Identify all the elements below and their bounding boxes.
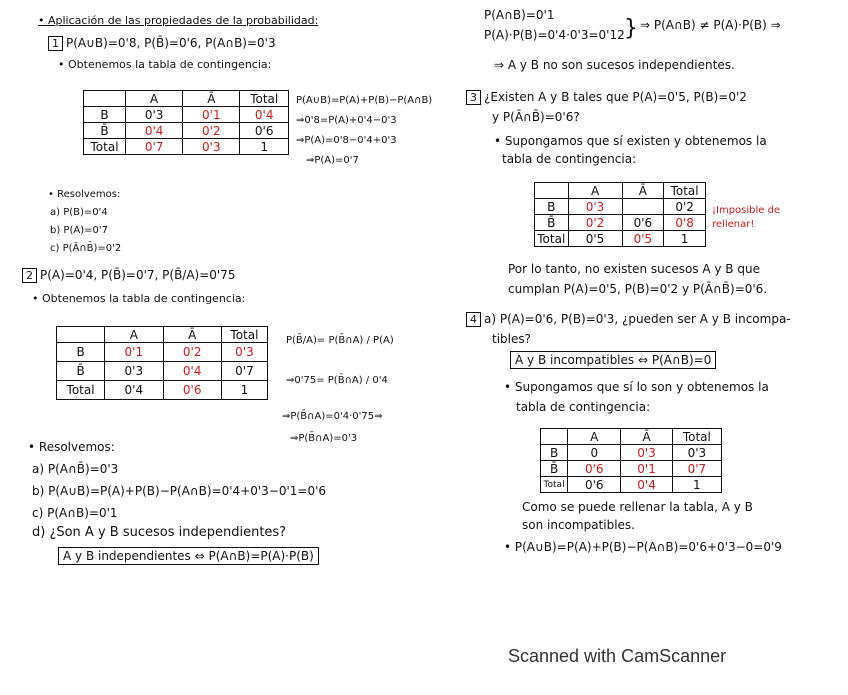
table-cell: A <box>105 327 163 343</box>
table-cell: Ā <box>622 183 664 199</box>
p1-note-1: P(A∪B)=P(A)+P(B)−P(A∩B) <box>296 95 433 106</box>
table-cell <box>541 429 568 445</box>
problem-3-question <box>466 90 747 105</box>
problem-2-obtain: • Obtenemos la tabla de contingencia: <box>32 292 246 305</box>
p1-note-2: ⇒0'8=P(A)+0'4−0'3 <box>296 115 397 126</box>
table-cell: 0'6 <box>568 477 621 493</box>
table-cell: Ā <box>183 91 240 107</box>
contingency-table-4 <box>540 428 722 493</box>
table-cell: B̄ <box>84 123 126 139</box>
table-cell: Total <box>221 327 267 343</box>
problem-4-number: 4 <box>466 312 481 327</box>
table-cell <box>84 91 126 107</box>
table-cell: Total <box>84 139 126 155</box>
problem-2-number: 2 <box>22 268 37 283</box>
problem-4-final: • P(A∪B)=P(A)+P(B)−P(A∩B)=0'6+0'3−0=0'9 <box>504 540 782 554</box>
table-row <box>84 107 289 123</box>
table-cell: B <box>541 445 568 461</box>
table-row <box>57 327 268 343</box>
p1-note-3: ⇒P(A)=0'8−0'4+0'3 <box>296 135 397 146</box>
table-cell: B̄ <box>541 461 568 477</box>
p1-answer-c: c) P(Ā∩B̄)=0'2 <box>50 243 122 254</box>
table-row <box>84 139 289 155</box>
problem-4-suppose-2: tabla de contingencia: <box>516 400 651 414</box>
problem-4-suppose: • Supongamos que sí lo son y obtenemos la <box>504 380 769 394</box>
table-cell: 0'3 <box>621 445 672 461</box>
independence-definition-box: A y B independientes ⇔ P(A∩B)=P(A)·P(B) <box>58 547 319 565</box>
table-cell: 0'5 <box>568 231 622 247</box>
table-cell: 0'7 <box>221 362 267 381</box>
table-cell: 0'2 <box>664 199 706 215</box>
table-cell: 0'3 <box>672 445 721 461</box>
table-row <box>84 91 289 107</box>
table-cell: 0'6 <box>622 215 664 231</box>
p2-note-1: P(B̄/A)= P(B̄∩A) / P(A) <box>286 335 394 346</box>
table-cell: 0'1 <box>105 343 163 362</box>
problem-3-suppose-2: tabla de contingencia: <box>502 152 637 166</box>
table-cell: Total <box>240 91 289 107</box>
brace-icon: } <box>624 16 638 41</box>
table-cell: 0'4 <box>126 123 183 139</box>
problem-3-result-2: cumplan P(A)=0'5, P(B)=0'2 y P(Ā∩B̄)=0'6. <box>508 282 768 296</box>
p2-answer-c: c) P(A∩B)=0'1 <box>32 506 118 520</box>
table-cell: 1 <box>240 139 289 155</box>
table-row <box>541 445 722 461</box>
top-result: ⇒ P(A∩B) ≠ P(A)·P(B) ⇒ <box>640 18 781 32</box>
table-cell: B <box>57 343 105 362</box>
table-cell: B <box>535 199 569 215</box>
table-cell: 0'4 <box>105 381 163 400</box>
table-cell: B <box>84 107 126 123</box>
table-cell: 0'1 <box>621 461 672 477</box>
problem-2-given-text: P(A)=0'4, P(B̄)=0'7, P(B̄/A)=0'75 <box>40 268 236 282</box>
table-cell: 1 <box>221 381 267 400</box>
table-cell: Total <box>672 429 721 445</box>
table-row <box>57 381 268 400</box>
top-line-1: P(A∩B)=0'1 <box>484 8 555 22</box>
table-row <box>84 123 289 139</box>
table-cell: 0'2 <box>183 123 240 139</box>
table-cell <box>622 199 664 215</box>
table-row <box>57 362 268 381</box>
table-row <box>535 215 706 231</box>
table-cell: 0'4 <box>621 477 672 493</box>
table-cell: 0'8 <box>664 215 706 231</box>
table-cell: Total <box>57 381 105 400</box>
table-cell: A <box>568 429 621 445</box>
problem-1-number: 1 <box>48 36 63 51</box>
table-row <box>57 343 268 362</box>
problem-3-result: Por lo tanto, no existen sucesos A y B que <box>508 262 760 276</box>
table-cell: 0'3 <box>105 362 163 381</box>
table-cell <box>535 183 569 199</box>
table-row <box>541 429 722 445</box>
p2-answer-a: a) P(A∩B̄)=0'3 <box>32 462 119 476</box>
p2-note-2: ⇒0'75= P(B̄∩A) / 0'4 <box>286 375 388 386</box>
problem-3-number: 3 <box>466 90 481 105</box>
contingency-table-2 <box>56 326 268 400</box>
table-cell: Total <box>535 231 569 247</box>
contingency-table-3 <box>534 182 706 247</box>
table-cell: 0'3 <box>183 139 240 155</box>
p2-note-3: ⇒P(B̄∩A)=0'4·0'75⇒ <box>282 411 383 422</box>
incompatibility-definition-box: A y B incompatibles ⇔ P(A∩B)=0 <box>510 351 716 369</box>
table-row <box>535 231 706 247</box>
table-row <box>541 477 722 493</box>
problem-3-question-text: ¿Existen A y B tales que P(A)=0'5, P(B)=0'2 <box>484 90 747 104</box>
p2-answer-d: d) ¿Son A y B sucesos independientes? <box>32 525 287 540</box>
table-cell: 0'4 <box>163 362 221 381</box>
p1-answer-a: a) P(B)=0'4 <box>50 207 108 218</box>
table-row <box>541 461 722 477</box>
table-cell: A <box>126 91 183 107</box>
problem-4-question <box>466 312 791 327</box>
top-conclusion: ⇒ A y B no son sucesos independientes. <box>494 58 735 72</box>
table-row <box>535 199 706 215</box>
table-cell: 0'3 <box>126 107 183 123</box>
p1-resolve: • Resolvemos: <box>48 189 121 200</box>
table-cell: Ā <box>621 429 672 445</box>
table-cell: 0'6 <box>568 461 621 477</box>
problem-4-result: Como se puede rellenar la tabla, A y B <box>522 500 753 514</box>
table-cell: 0'7 <box>672 461 721 477</box>
p2-answer-b: b) P(A∪B)=P(A)+P(B)−P(A∩B)=0'4+0'3−0'1=0'6 <box>32 484 327 498</box>
table-cell: 0'2 <box>163 343 221 362</box>
problem-3-question-2: y P(Ā∩B̄)=0'6? <box>492 110 580 124</box>
table-cell: B̄ <box>535 215 569 231</box>
table-cell: 0'3 <box>221 343 267 362</box>
table-cell: 0'3 <box>568 199 622 215</box>
table-cell: B̄ <box>57 362 105 381</box>
problem-4-question-text: a) P(A)=0'6, P(B)=0'3, ¿pueden ser A y B incompa- <box>484 312 791 326</box>
table-cell: 0'2 <box>568 215 622 231</box>
contingency-table-1 <box>83 90 289 155</box>
table-cell: 0 <box>568 445 621 461</box>
p1-note-4: ⇒P(A)=0'7 <box>306 155 359 166</box>
impossible-note: ¡Imposible de rellenar! <box>712 205 781 230</box>
problem-4-question-2: tibles? <box>492 332 531 346</box>
table-cell: Total <box>664 183 706 199</box>
problem-3-suppose: • Supongamos que sí existen y obtenemos la <box>494 134 767 148</box>
table-cell: 0'6 <box>163 381 221 400</box>
table-cell: 1 <box>672 477 721 493</box>
problem-1-obtain: • Obtenemos la tabla de contingencia: <box>58 58 272 71</box>
table-cell: Ā <box>163 327 221 343</box>
scanner-watermark: Scanned with CamScanner <box>508 646 727 666</box>
table-cell: 0'5 <box>622 231 664 247</box>
table-cell: 0'6 <box>240 123 289 139</box>
p2-resolve: • Resolvemos: <box>28 440 115 454</box>
table-cell: A <box>568 183 622 199</box>
problem-2-given <box>22 268 236 283</box>
p2-note-4: ⇒P(B̄∩A)=0'3 <box>290 433 358 444</box>
table-cell: 0'4 <box>240 107 289 123</box>
top-line-2: P(A)·P(B)=0'4·0'3=0'12 <box>484 28 625 42</box>
table-cell: 0'1 <box>183 107 240 123</box>
p1-answer-b: b) P(A)=0'7 <box>50 225 108 236</box>
table-cell: Total <box>541 477 568 493</box>
problem-1-given-text: P(A∪B)=0'8, P(B̄)=0'6, P(A∩B)=0'3 <box>66 36 276 50</box>
section-heading: • Aplicación de las propiedades de la probabilidad: <box>38 14 319 27</box>
problem-4-result-2: son incompatibles. <box>522 518 635 532</box>
problem-1-given <box>48 36 276 51</box>
table-cell: 1 <box>664 231 706 247</box>
table-row <box>535 183 706 199</box>
table-cell <box>57 327 105 343</box>
table-cell: 0'7 <box>126 139 183 155</box>
